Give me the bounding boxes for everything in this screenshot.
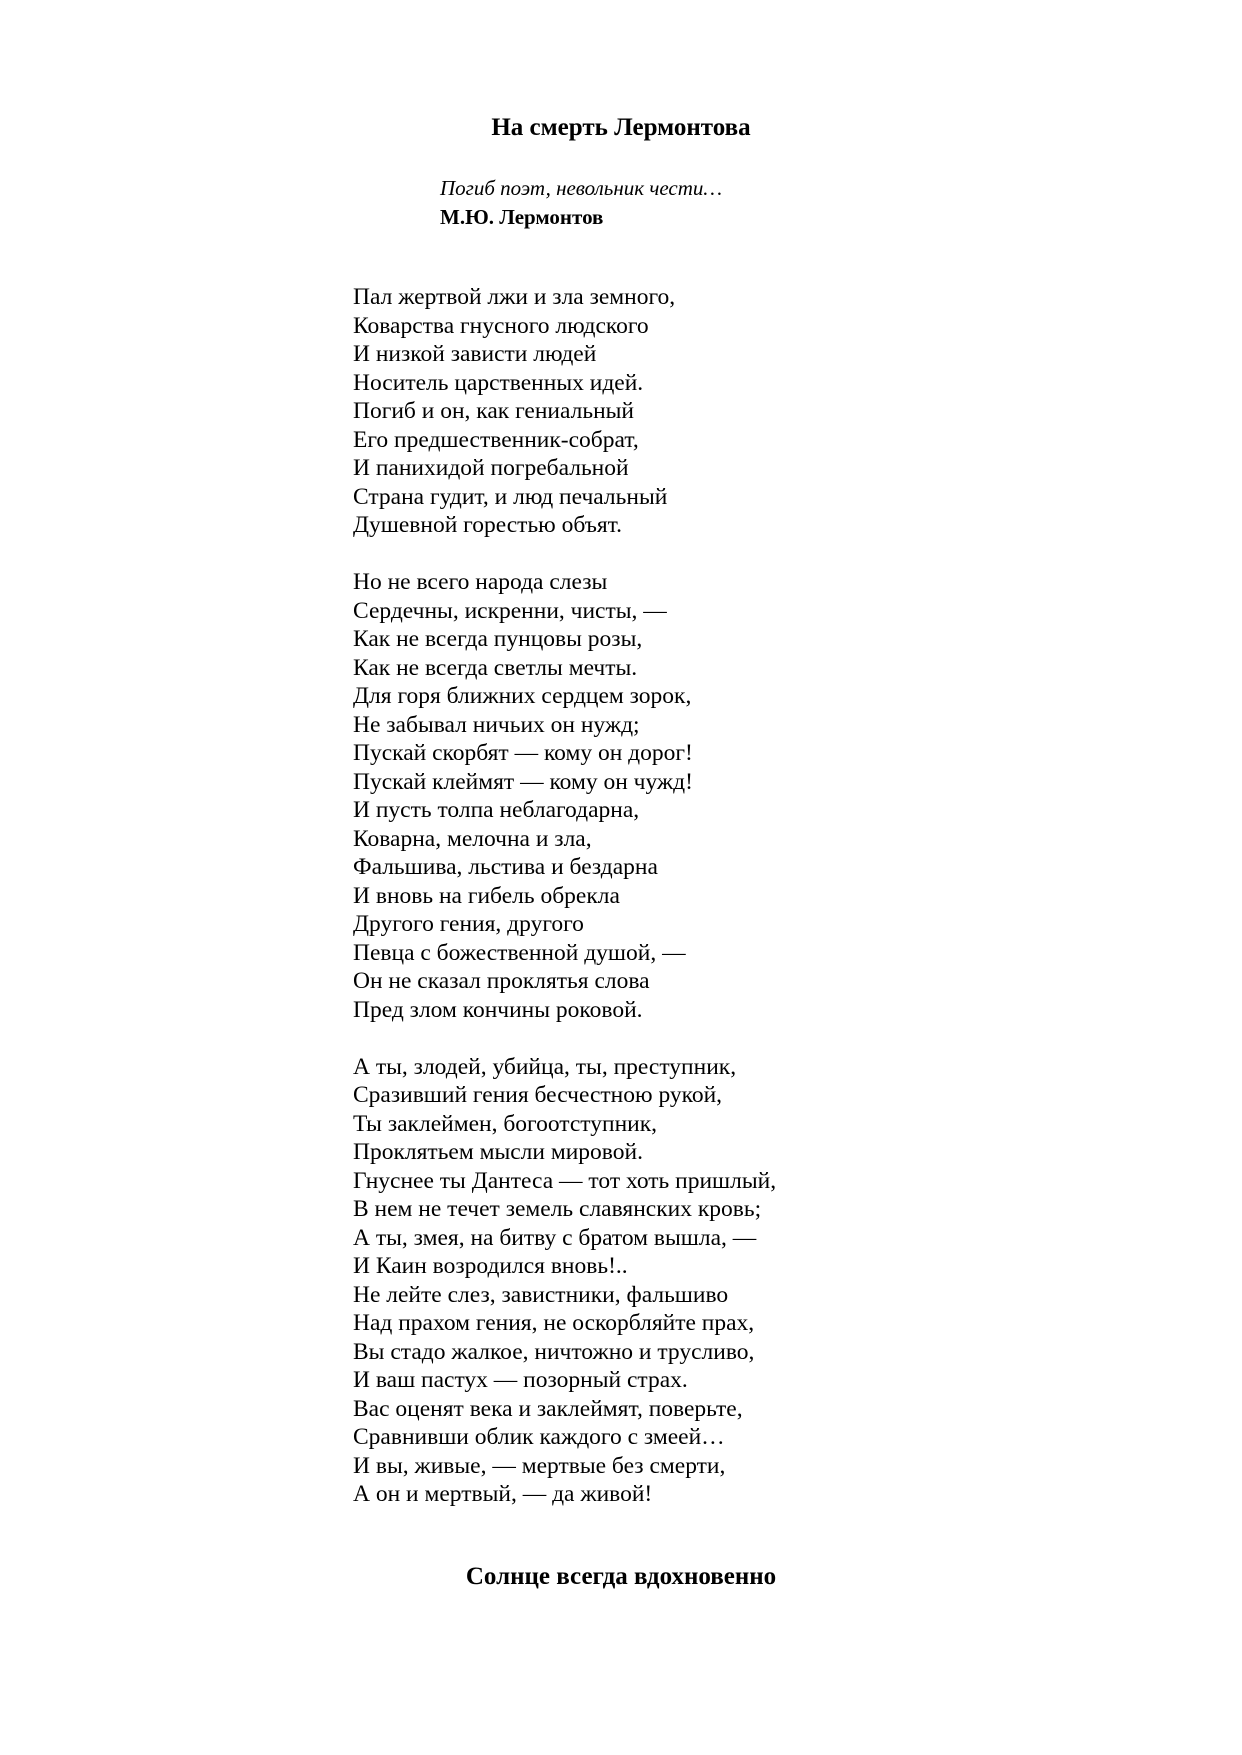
poem-line: Как не всегда светлы мечты. xyxy=(353,654,638,681)
stanza-2 xyxy=(353,568,776,1024)
poem-line: Носитель царственных идей. xyxy=(353,369,644,396)
poem-line: Как не всегда пунцовы розы, xyxy=(353,626,643,652)
poem-line: Пред злом кончины роковой. xyxy=(353,996,643,1023)
poem-line: Сравнивши облик каждого с змеей… xyxy=(353,1424,725,1450)
epigraph xyxy=(440,174,722,232)
poem-line: А он и мертвый, — да живой! xyxy=(353,1481,653,1507)
poem-line: Коварства гнусного людского xyxy=(353,312,649,339)
poem-line: И ваш пастух — позорный страх. xyxy=(353,1367,688,1393)
poem-line: Ты заклеймен, богоотступник, xyxy=(353,1110,658,1137)
epigraph-author: М.Ю. Лермонтов xyxy=(440,205,604,229)
poem-line: Погиб и он, как гениальный xyxy=(353,398,635,424)
poem-line: Не лейте слез, завистники, фальшиво xyxy=(353,1281,729,1308)
epigraph-quote: Погиб поэт, невольник чести… xyxy=(440,176,723,200)
poem-line: Пускай клеймят — кому он чужд! xyxy=(353,768,693,795)
poem-line: Певца с божественной душой, — xyxy=(353,939,686,966)
poem-title: На смерть Лермонтова xyxy=(491,114,751,141)
poem-line: Его предшественник-собрат, xyxy=(353,426,639,453)
poem-line: Другого гения, другого xyxy=(353,911,584,937)
poem-line: И вы, живые, — мертвые без смерти, xyxy=(353,1452,726,1479)
stanza-3 xyxy=(353,1053,776,1509)
poem-line: Сердечны, искренни, чисты, — xyxy=(353,597,667,624)
poem-line: Пал жертвой лжи и зла земного, xyxy=(353,284,676,310)
poem-line: Пускай скорбят — кому он дорог! xyxy=(353,740,693,766)
poem-line: И панихидой погребальной xyxy=(353,455,629,481)
poem-line: Вы стадо жалкое, ничтожно и трусливо, xyxy=(353,1338,755,1365)
poem-line: Но не всего народа слезы xyxy=(353,569,608,595)
poem-line: Проклятьем мысли мировой. xyxy=(353,1139,643,1165)
poem-body xyxy=(353,283,776,1537)
poem-line: И низкой зависти людей xyxy=(353,341,597,367)
poem-line: Не забывал ничьих он нужд; xyxy=(353,711,640,738)
stanza-1 xyxy=(353,283,776,540)
poem-line: Вас оценят века и заклеймят, поверьте, xyxy=(353,1395,743,1422)
poem-line: Сразивший гения бесчестною рукой, xyxy=(353,1082,723,1108)
poem-line: И пусть толпа неблагодарна, xyxy=(353,797,640,823)
next-poem-title: Солнце всегда вдохновенно xyxy=(465,1563,777,1590)
poem-line: И Каин возродился вновь!.. xyxy=(353,1253,628,1279)
poem-line: Коварна, мелочна и зла, xyxy=(353,825,592,852)
poem-line: В нем не течет земель славянских кровь; xyxy=(353,1196,762,1222)
poem-line: Фальшива, льстива и бездарна xyxy=(353,854,658,880)
poem-line: А ты, злодей, убийца, ты, преступник, xyxy=(353,1053,737,1080)
poem-line: Он не сказал проклятья слова xyxy=(353,968,650,994)
poem-line: Страна гудит, и люд печальный xyxy=(353,483,668,510)
poem-line: Гнуснее ты Дантеса — тот хоть пришлый, xyxy=(353,1167,777,1194)
poem-line: А ты, змея, на битву с братом вышла, — xyxy=(353,1224,757,1251)
poem-line: Над прахом гения, не оскорбляйте прах, xyxy=(353,1310,755,1336)
poem-line: Душевной горестью объят. xyxy=(353,512,623,538)
poem-line: Для горя ближних сердцем зорок, xyxy=(353,683,692,709)
poem-line: И вновь на гибель обрекла xyxy=(353,882,620,909)
